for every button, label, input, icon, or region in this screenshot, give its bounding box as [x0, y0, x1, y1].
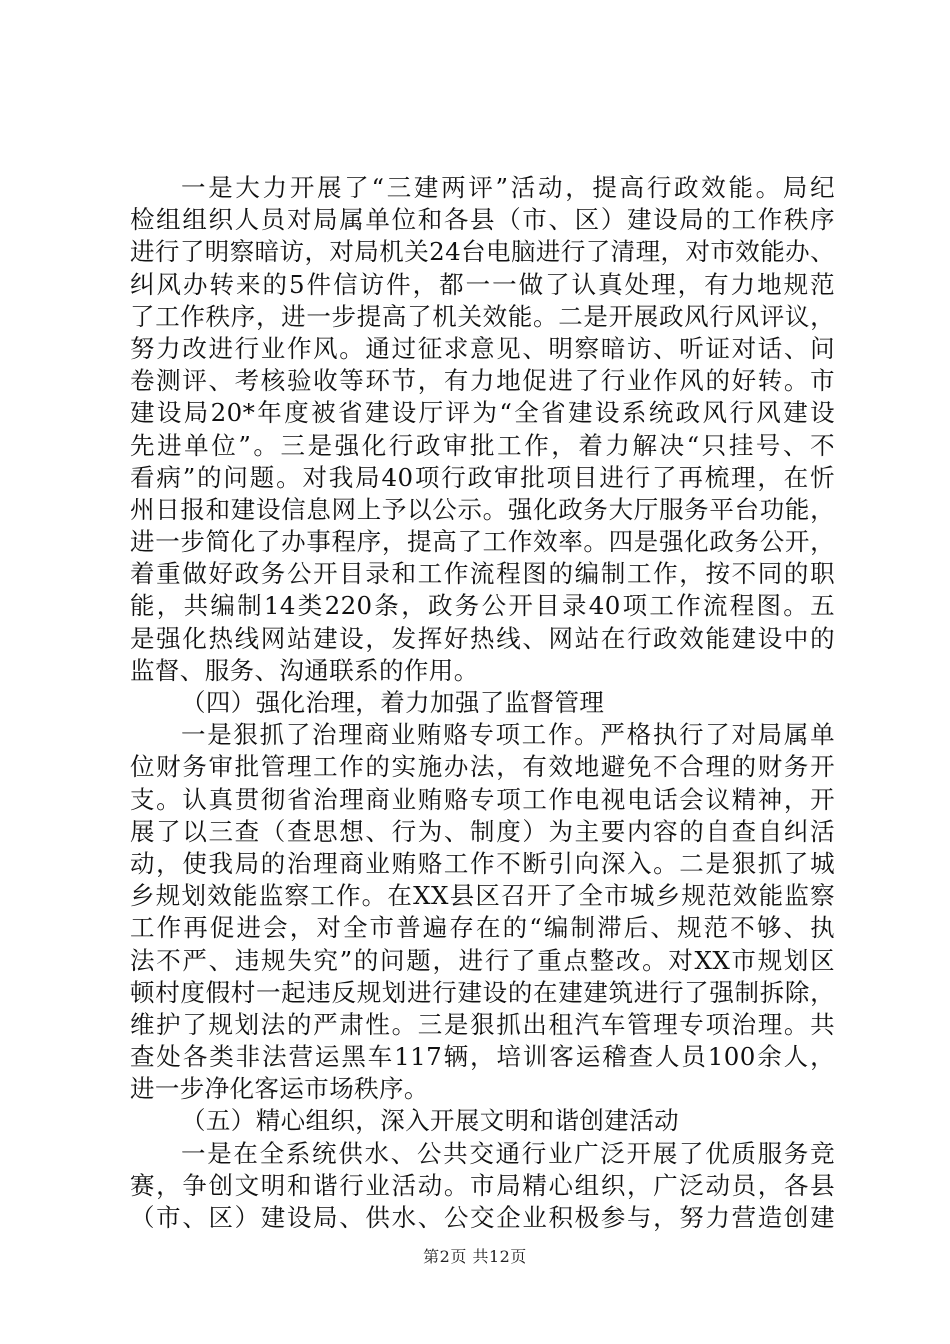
paragraph-line: 进一步简化了办事程序，提高了工作效率。四是强化政务公开，	[130, 527, 835, 557]
paragraph-line: 一是在全系统供水、公共交通行业广泛开展了优质服务竞	[181, 1138, 835, 1168]
body-text	[130, 172, 835, 1234]
paragraph-line: 看病”的问题。对我局40项行政审批项目进行了再梳理，在忻	[130, 462, 835, 492]
paragraph-line: 工作再促进会，对全市普遍存在的“编制滞后、规范不够、执	[130, 913, 835, 943]
paragraph-line: 能，共编制14类220条，政务公开目录40项工作流程图。五	[130, 591, 835, 621]
paragraph-line: 进一步净化客运市场秩序。	[130, 1074, 429, 1104]
paragraph-line: 进行了明察暗访，对局机关24台电脑进行了清理，对市效能办、	[130, 237, 835, 267]
paragraph-line: 展了以三查（查思想、行为、制度）为主要内容的自查自纠活	[130, 816, 835, 846]
paragraph-line: 先进单位”。三是强化行政审批工作，着力解决“只挂号、不	[130, 430, 835, 460]
paragraph-line: 了工作秩序，进一步提高了机关效能。二是开展政风行风评议，	[130, 301, 835, 331]
paragraph-line: 一是狠抓了治理商业贿赂专项工作。严格执行了对局属单	[181, 720, 835, 750]
paragraph-line: 顿村度假村一起违反规划进行建设的在建建筑进行了强制拆除，	[130, 977, 835, 1007]
paragraph-line: 乡规划效能监察工作。在XX县区召开了全市城乡规范效能监察	[130, 881, 835, 911]
paragraph-line: 努力改进行业作风。通过征求意见、明察暗访、听证对话、问	[130, 333, 835, 363]
paragraph-line: 法不严、违规失究”的问题，进行了重点整改。对XX市规划区	[130, 945, 835, 975]
page-number-footer: 第2页 共12页	[423, 1247, 527, 1266]
paragraph-line: 是强化热线网站建设，发挥好热线、网站在行政效能建设中的	[130, 623, 835, 653]
paragraph-line: 一是大力开展了“三建两评”活动，提高行政效能。局纪	[181, 173, 835, 202]
paragraph-line: 支。认真贯彻省治理商业贿赂专项工作电视电话会议精神，开	[130, 784, 835, 814]
paragraph-line: 维护了规划法的严肃性。三是狠抓出租汽车管理专项治理。共	[130, 1009, 835, 1039]
section-heading: （四）强化治理，着力加强了监督管理	[181, 688, 605, 717]
paragraph-line: 查处各类非法营运黑车117辆，培训客运稽查人员100余人，	[130, 1042, 835, 1072]
paragraph-line: 检组组织人员对局属单位和各县（市、区）建设局的工作秩序	[130, 205, 835, 235]
paragraph-line: 动，使我局的治理商业贿赂工作不断引向深入。二是狠抓了城	[130, 848, 835, 878]
paragraph-line: （市、区）建设局、供水、公交企业积极参与，努力营造创建	[130, 1203, 835, 1232]
paragraph-line: 州日报和建设信息网上予以公示。强化政务大厅服务平台功能，	[130, 494, 835, 524]
paragraph-line: 监督、服务、沟通联系的作用。	[130, 655, 479, 685]
paragraph-line: 建设局20*年度被省建设厅评为“全省建设系统政风行风建设	[130, 398, 835, 428]
paragraph-line: 卷测评、考核验收等环节，有力地促进了行业作风的好转。市	[130, 366, 835, 396]
paragraph-line: 着重做好政务公开目录和工作流程图的编制工作，按不同的职	[130, 559, 835, 589]
paragraph-line: 纠风办转来的5件信访件，都一一做了认真处理，有力地规范	[130, 269, 835, 299]
section-heading: （五）精心组织，深入开展文明和谐创建活动	[181, 1106, 679, 1136]
paragraph-line: 位财务审批管理工作的实施办法，有效地避免不合理的财务开	[130, 752, 835, 782]
paragraph-line: 赛，争创文明和谐行业活动。市局精心组织，广泛动员，各县	[130, 1170, 835, 1200]
